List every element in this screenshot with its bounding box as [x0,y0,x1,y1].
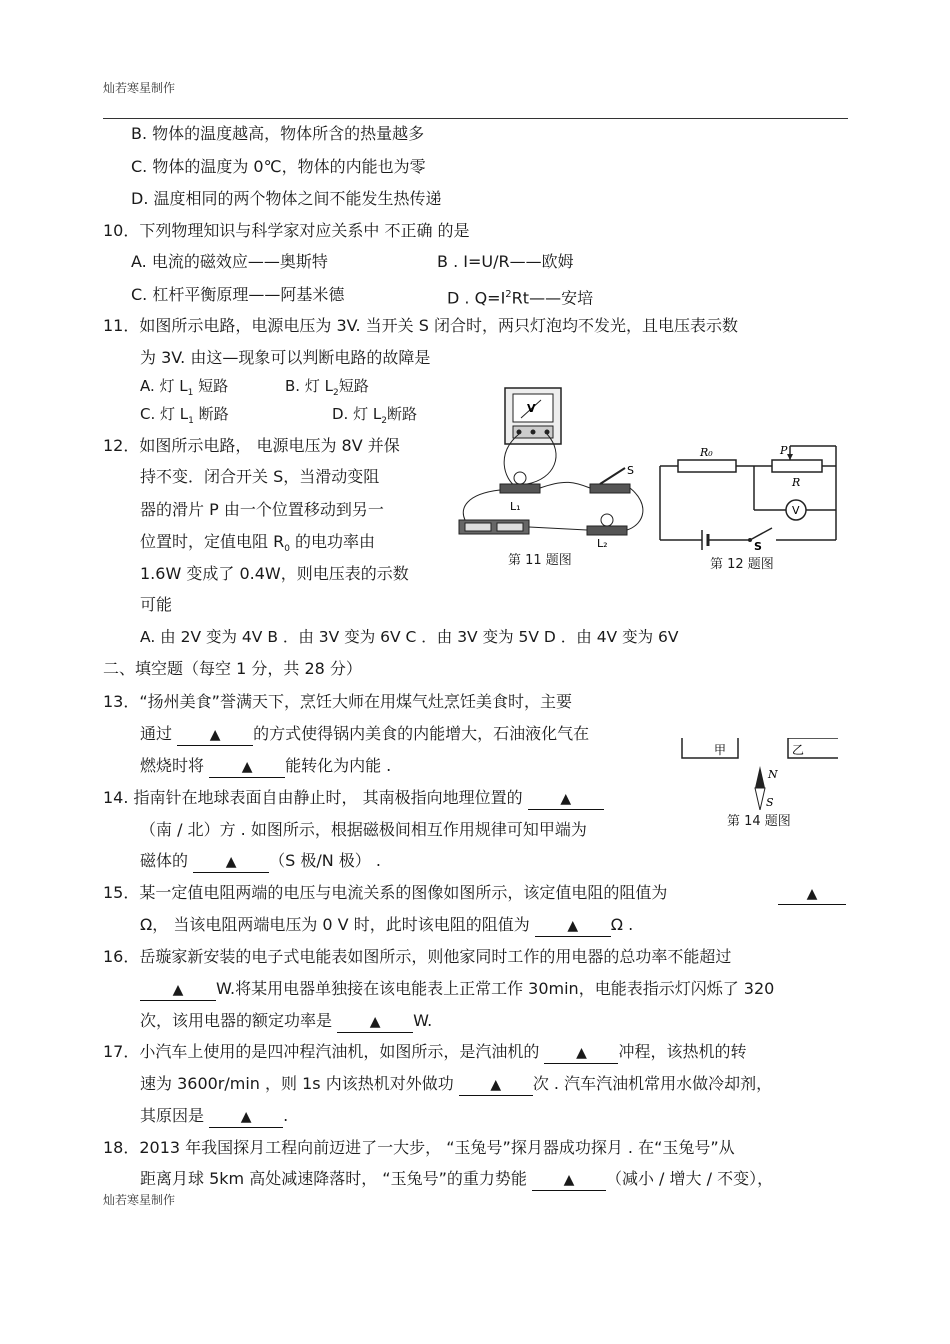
q14-line2: （南 / 北）方 . 如图所示，根据磁极间相互作用规律可知甲端为 [140,820,587,839]
q12-line3: 器的滑片 P 由一个位置移动到另一 [140,500,384,519]
fig11-caption: 第 11 题图 [508,553,572,568]
fig12-circuit-diagram [650,432,845,552]
fig14-yi-label: 乙 [792,743,805,757]
q15-line2: Ω， 当该电阻两端电压为 0 V 时，此时该电阻的阻值为 ▲ Ω . [140,915,633,937]
switch-icon [750,528,772,540]
q10-option-b: B . I=U/R——欧姆 [437,252,574,271]
q11-option-c: C. 灯 $L_1$ 断路 [140,405,229,426]
q12-options: A. 由 2V 变为 4V B ．由 3V 变为 6V C ．由 3V 变为 5V D ．由 4V 变为 6V [140,628,679,646]
q9-option-b: B. 物体的温度越高，物体所含的热量越多 [131,124,425,143]
q14-line3: 磁体的 ▲ （S 极/N 极） . [140,851,381,873]
battery-icon [459,520,529,534]
fig12-voltmeter-label: V [792,504,800,517]
answer-blank[interactable]: ▲ [778,883,846,905]
q16-line1: 16．岳璇家新安装的电子式电能表如图所示，则他家同时工作的用电器的总功率不能超过 [103,947,732,966]
fig14-caption: 第 14 题图 [727,814,791,829]
q14-line1: 14. 指南针在地球表面自由静止时， 其南极指向地理位置的 ▲ [103,788,604,810]
q11-option-a: A. 灯 $L_1$ 短路 [140,377,229,398]
voltmeter-icon [505,388,561,444]
fig12-r0-label: R₀ [700,446,713,459]
q16-line3: 次，该用电器的额定功率是 ▲ W. [140,1011,432,1033]
q10-option-d: D . $Q=I^2Rt——$安培 [447,288,594,308]
q9-option-d: D. 温度相同的两个物体之间不能发生热传递 [131,189,442,208]
lamp-l2-icon [587,514,627,535]
fig14-s-label: S [766,796,774,809]
fig11-switch-label: S [627,464,634,477]
magnet-jia-icon [682,738,738,758]
q11-line2: 为 3V. 由这—现象可以判断电路的故障是 [140,348,431,367]
switch-icon [590,468,630,493]
q13-line1: 13．“扬州美食”誉满天下，烹饪大师在用煤气灶烹饪美食时，主要 [103,692,572,711]
q18-line1: 18．2013 年我国探月工程向前迈进了一大步， “玉兔号”探月器成功探月 . 在“玉兔号”从 [103,1138,735,1157]
q13-line3: 燃烧时将 ▲ 能转化为内能 . [140,756,391,778]
fig11-circuit-diagram [455,384,655,549]
answer-blank[interactable]: ▲ [532,1169,606,1191]
rheostat-icon [772,460,822,472]
fig11-l1-label: L₁ [510,500,521,513]
fig11-voltmeter-label: V [527,402,536,415]
q12-line5: 1.6W 变成了 0.4W，则电压表的示数 [140,564,409,583]
answer-blank[interactable]: ▲ [193,851,269,873]
answer-blank[interactable]: ▲ [337,1011,413,1033]
q17-line3: 其原因是 ▲ . [140,1106,288,1128]
q17-line1: 17．小汽车上使用的是四冲程汽油机，如图所示，是汽油机的 ▲ 冲程，该热机的转 [103,1042,746,1064]
answer-blank[interactable]: ▲ [544,1042,618,1064]
answer-blank[interactable]: ▲ [535,915,611,937]
q12-line2: 持不变．闭合开关 S，当滑动变阻 [140,467,380,486]
header-rule [103,118,848,119]
q11-option-b: B. 灯 $L_2$短路 [285,377,369,398]
q12-line4: 位置时，定值电阻 $R_0$ 的电功率由 [140,532,376,555]
fig14-magnet-diagram [680,738,842,810]
answer-blank[interactable]: ▲ [209,1106,283,1128]
fig14-jia-label: 甲 [714,743,727,757]
section2-title: 二、填空题（每空 1 分，共 28 分） [103,659,362,678]
q13-line2: 通过 ▲ 的方式使得锅内美食的内能增大，石油液化气在 [140,724,589,746]
q10-option-a: A. 电流的磁效应——奥斯特 [131,252,328,271]
q10-stem: 10．下列物理知识与科学家对应关系中 不正确 的是 [103,221,470,240]
answer-blank[interactable]: ▲ [177,724,253,746]
q9-option-c: C. 物体的温度为 0℃，物体的内能也为零 [131,157,426,176]
compass-needle-icon [755,766,765,810]
q15-line1: 15．某一定值电阻两端的电压与电流关系的图像如图所示，该定值电阻的阻值为 [103,883,668,902]
resistor-r0-icon [678,460,736,472]
q11-line1: 11．如图所示电路，电源电压为 3V. 当开关 S 闭合时，两只灯泡均不发光，且电压表示数 [103,316,739,335]
q18-line2: 距离月球 5km 高处减速降落时， “玉兔号”的重力势能 ▲ （减小 / 增大 / 不变）， [140,1169,773,1191]
q10-option-c: C. 杠杆平衡原理——阿基米德 [131,285,345,304]
answer-blank[interactable]: ▲ [459,1074,533,1096]
q11-option-d: D. 灯 $L_2$断路 [332,405,417,426]
fig11-l2-label: L₂ [597,537,608,549]
page-footer: 灿若寒星制作 [103,1193,176,1207]
q16-line2: ▲ W.将某用电器单独接在该电能表上正常工作 30min，电能表指示灯闪烁了 320 [140,979,774,1001]
answer-blank[interactable]: ▲ [140,979,216,1001]
q17-line2: 速为 3600r/min ，则 1s 内该热机对外做功 ▲ 次 . 汽车汽油机常用水做冷却剂， [140,1074,772,1096]
fig12-r-label: R [792,476,801,489]
q12-line1: 12．如图所示电路， 电源电压为 8V 并保 [103,436,400,455]
fig12-switch-label: S [754,540,762,552]
q12-line6: 可能 [140,595,173,614]
answer-blank[interactable]: ▲ [209,756,285,778]
fig12-p-label: P [780,444,788,457]
answer-blank[interactable]: ▲ [528,788,604,810]
page-header: 灿若寒星制作 [103,81,176,95]
fig14-n-label: N [768,768,778,781]
fig12-caption: 第 12 题图 [710,557,774,572]
